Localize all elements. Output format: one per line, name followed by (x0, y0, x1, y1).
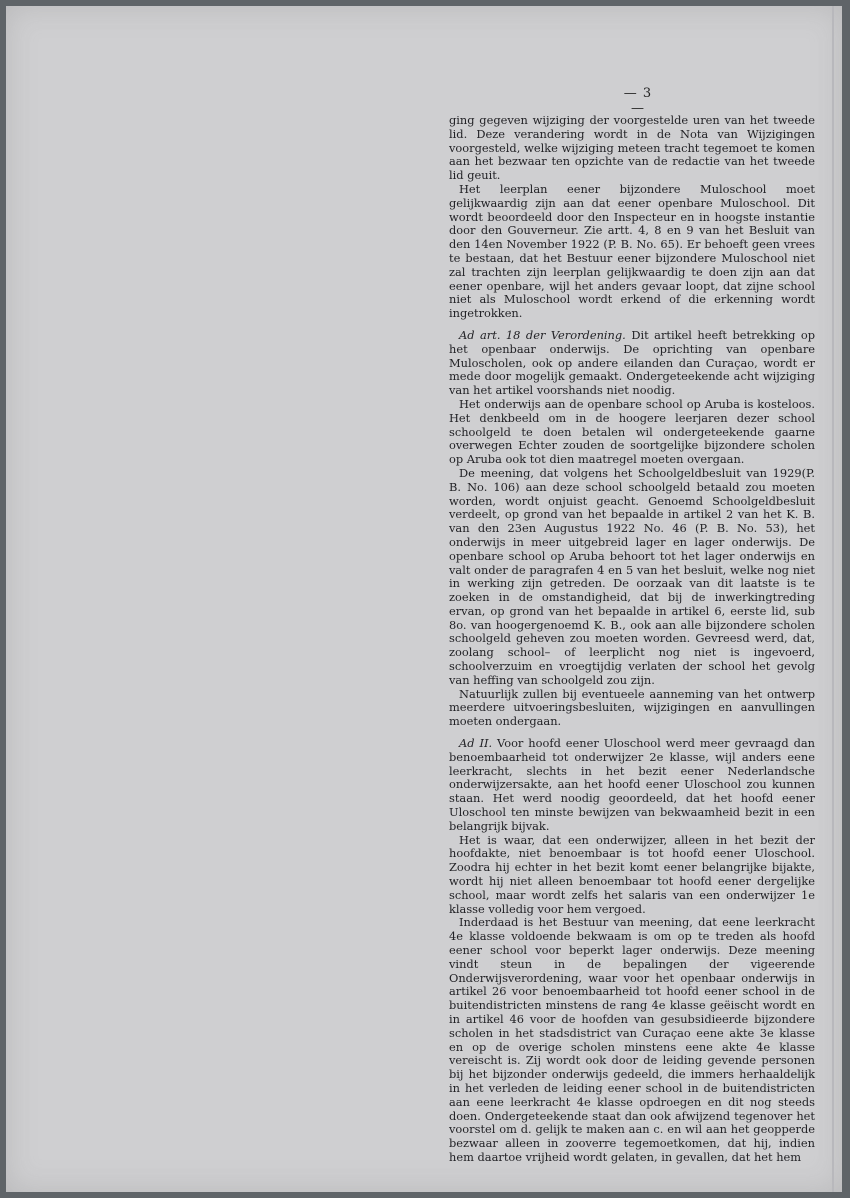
paragraph-1 (449, 114, 815, 183)
paragraph-4 (449, 398, 815, 467)
paragraph-2 (449, 183, 815, 321)
paragraph-3-text: Dit artikel heeft betrekking op het openbaar onderwijs. De oprichting van openbare Muloscholen, ook op andere eilanden dan Curaçao, wordt er mede door mogelijk gemaakt. Ondergeteekende acht wijziging van het artikel voorshands niet noodig. (449, 327, 815, 398)
paragraph-7-lead: Ad II. (459, 736, 493, 751)
text-column (449, 114, 815, 1165)
paragraph-6-text: Natuurlijk zullen bij eventueele aanneming van het ontwerp meerdere uitvoeringsbesluiten, wijzigingen en aanvullingen moeten ondergaan. (449, 686, 815, 729)
paragraph-9 (449, 916, 815, 1164)
document-page (6, 6, 842, 1192)
paragraph-8-text: Het is waar, dat een onderwijzer, alleen in het bezit der hoofdakte, niet benoembaar is tot hoofd eener Uloschool. Zoodra hij echter in het bezit komt eener belangrijke bijakte, wordt hij niet alleen benoembaar tot hoofd eener dergelijke school, maar wordt zelfs het salaris van een onderwijzer 1e klasse volledig voor hem vergoed. (449, 832, 815, 916)
paragraph-3 (449, 329, 815, 398)
paragraph-5-text: De meening, dat volgens het Schoolgeldbesluit van 1929(P. B. No. 106) aan deze school schoolgeld betaald zou moeten worden, wordt onjuist geacht. Genoemd Schoolgeldbesluit verdeelt, op grond van het bepaalde in artikel 2 van het K. B. van den 23en Augustus 1922 No. 46 (P. B. No. 53), het onderwijs in meer uitgebreid lager en lager onderwijs. De openbare school op Aruba behoort tot het lager onderwijs en valt onder de paragrafen 4 en 5 van het besluit, welke nog niet in werking zijn getreden. De oorzaak van dit laatste is te zoeken in de omstandigheid, dat bij de inwerkingtreding ervan, op grond van het bepaalde in artikel 6, eerste lid, sub 8o. van hoogergenoemd K. B., ook aan alle bijzondere scholen schoolgeld geheven zou moeten worden. Gevreesd werd, dat, zoolang school– of leerplicht nog niet is ingevoerd, schoolverzuim en vroegtijdig verlaten der school het gevolg van heffing van schoolgeld zou zijn. (449, 465, 815, 687)
paragraph-7-text: Voor hoofd eener Uloschool werd meer gevraagd dan benoembaarheid tot onderwijzer 2e klasse, wijl anders eene leerkracht, slechts in het bezit eener Nederlandsche onderwijzersakte, aan het hoofd eener Uloschool zou kunnen staan. Het werd noodig geoordeeld, dat het hoofd eener Uloschool ten minste bewijzen van bekwaamheid bezit in een belangrijk bijvak. (449, 736, 815, 833)
paragraph-1-text: ging gegeven wijziging der voorgestelde uren van het tweede lid. Deze verandering wordt in de Nota van Wijzigingen voorgesteld, welke wijziging meteen tracht tegemoet te komen aan het bezwaar ten opzichte van de redactie van het tweede lid geuit. (449, 113, 815, 183)
paragraph-4-text: Het onderwijs aan de openbare school op Aruba is kosteloos. Het denkbeeld om in de hoogere leerjaren dezer school schoolgeld te doen betalen wil ondergeteekende gaarne overwegen Echter zouden de soortgelijke bijzondere scholen op Aruba ook tot dien maatregel moeten overgaan. (449, 396, 815, 467)
paragraph-7 (449, 737, 815, 834)
page-fold (832, 6, 834, 1192)
paragraph-2-text: Het leerplan eener bijzondere Muloschool moet gelijkwaardig zijn aan dat eener openbare Muloschool. Dit wordt beoordeeld door den Inspecteur en in hoogste instantie door den Gouverneur. Zie artt. 4, 8 en 9 van het Besluit van den 14en November 1922 (P. B. No. 65). Er behoeft geen vrees te bestaan, dat het Bestuur eener bijzondere Muloschool niet zal trachten zijn leerplan gelijkwaardig te doen zijn aan dat eener openbare, wijl het anders gevaar loopt, dat zijne school niet als Muloschool wordt erkend of die erkenning wordt ingetrokken. (449, 181, 815, 321)
paragraph-3-lead: Ad art. 18 der Verordening. (459, 327, 626, 342)
page-number: — 3 — (623, 86, 653, 116)
paragraph-8 (449, 834, 815, 917)
paragraph-9-text: Inderdaad is het Bestuur van meening, dat eene leerkracht 4e klasse voldoende bekwaam is om op te treden als hoofd eener school voor beperkt lager onderwijs. Deze meening vindt steun in de bepalingen der vigeerende Onderwijsverordening, waar voor het openbaar onderwijs in artikel 26 voor benoembaarheid tot hoofd eener school in de buitendistricten minstens de rang 4e klasse geëischt wordt en in artikel 46 voor de hoofden van gesubsidieerde bijzondere scholen in het stadsdistrict van Curaçao eene akte 3e klasse en op de overige scholen minstens eene akte 4e klasse vereischt is. Zij wordt ook door de leiding gevende personen bij het bijzonder onderwijs gedeeld, die immers herhaaldelijk in het verleden de leiding eener school in de buitendistricten aan eene leerkracht 4e klasse opdroegen en dit nog steeds doen. Ondergeteekende staat dan ook afwijzend tegenover het voorstel om d. gelijk te maken aan c. en wil aan het geopperde bezwaar alleen in zooverre tegemoetkomen, dat hij, indien hem daartoe vrijheid wordt gelaten, in gevallen, dat het hem (449, 915, 815, 1164)
paragraph-6 (449, 688, 815, 729)
paragraph-5 (449, 467, 815, 688)
